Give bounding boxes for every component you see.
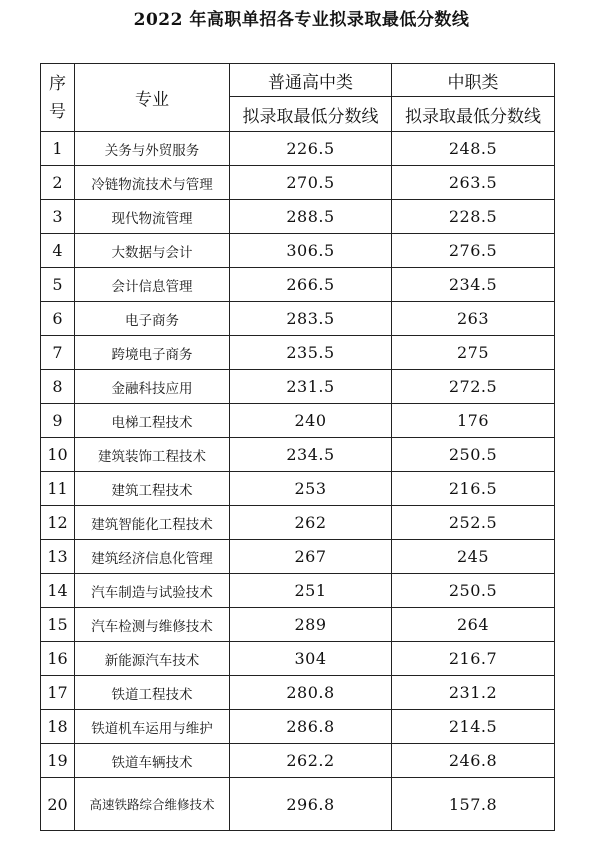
- row-number: 16: [41, 642, 75, 676]
- major-name: 会计信息管理: [75, 268, 230, 302]
- table-row: [41, 506, 555, 540]
- general-min-score: 289: [230, 608, 392, 642]
- table-row: [41, 778, 555, 831]
- row-number: 10: [41, 438, 75, 472]
- vocational-min-score: 157.8: [392, 778, 555, 831]
- table-row: [41, 302, 555, 336]
- general-min-score: 304: [230, 642, 392, 676]
- vocational-min-score: 252.5: [392, 506, 555, 540]
- table-row: [41, 404, 555, 438]
- general-min-score: 262: [230, 506, 392, 540]
- row-number: 11: [41, 472, 75, 506]
- row-number: 18: [41, 710, 75, 744]
- general-min-score: 253: [230, 472, 392, 506]
- major-name: 现代物流管理: [75, 200, 230, 234]
- table-row: [41, 676, 555, 710]
- general-min-score: 231.5: [230, 370, 392, 404]
- major-name: 电子商务: [75, 302, 230, 336]
- major-name: 建筑经济信息化管理: [75, 540, 230, 574]
- general-min-score: 270.5: [230, 166, 392, 200]
- vocational-min-score: 264: [392, 608, 555, 642]
- vocational-min-score: 263: [392, 302, 555, 336]
- general-min-score: 262.2: [230, 744, 392, 778]
- table-row: [41, 540, 555, 574]
- vocational-min-score: 234.5: [392, 268, 555, 302]
- table-row: [41, 642, 555, 676]
- major-name: 冷链物流技术与管理: [75, 166, 230, 200]
- vocational-min-score: 176: [392, 404, 555, 438]
- table-row: [41, 744, 555, 778]
- seq-header-char-2: 号: [49, 101, 66, 122]
- table-row: [41, 132, 555, 166]
- row-number: 15: [41, 608, 75, 642]
- row-number: 8: [41, 370, 75, 404]
- major-name: 跨境电子商务: [75, 336, 230, 370]
- general-min-score: 280.8: [230, 676, 392, 710]
- row-number: 6: [41, 302, 75, 336]
- general-min-score: 283.5: [230, 302, 392, 336]
- table-row: [41, 574, 555, 608]
- vocational-group-header: 中职类: [392, 64, 555, 97]
- major-name: 金融科技应用: [75, 370, 230, 404]
- vocational-min-score: 263.5: [392, 166, 555, 200]
- table-row: [41, 472, 555, 506]
- row-number: 5: [41, 268, 75, 302]
- vocational-min-score: 214.5: [392, 710, 555, 744]
- row-number: 9: [41, 404, 75, 438]
- row-number: 14: [41, 574, 75, 608]
- major-name: 新能源汽车技术: [75, 642, 230, 676]
- row-number: 1: [41, 132, 75, 166]
- general-min-score: 267: [230, 540, 392, 574]
- row-number: 13: [41, 540, 75, 574]
- vocational-min-score: 216.7: [392, 642, 555, 676]
- table-row: [41, 336, 555, 370]
- major-name: 铁道机车运用与维护: [75, 710, 230, 744]
- seq-header-char-1: 序: [49, 73, 66, 94]
- vocational-min-score: 246.8: [392, 744, 555, 778]
- general-min-score: 266.5: [230, 268, 392, 302]
- vocational-min-score: 231.2: [392, 676, 555, 710]
- general-min-score: 240: [230, 404, 392, 438]
- table-row: [41, 710, 555, 744]
- vocational-min-score-header: 拟录取最低分数线: [392, 97, 555, 132]
- major-name: 关务与外贸服务: [75, 132, 230, 166]
- table-row: [41, 234, 555, 268]
- general-min-score: 226.5: [230, 132, 392, 166]
- row-number: 2: [41, 166, 75, 200]
- table-row: [41, 166, 555, 200]
- row-number: 19: [41, 744, 75, 778]
- row-number: 4: [41, 234, 75, 268]
- major-name: 铁道车辆技术: [75, 744, 230, 778]
- major-name: 大数据与会计: [75, 234, 230, 268]
- general-min-score: 251: [230, 574, 392, 608]
- table-row: [41, 370, 555, 404]
- vocational-min-score: 245: [392, 540, 555, 574]
- vocational-min-score: 276.5: [392, 234, 555, 268]
- row-number: 3: [41, 200, 75, 234]
- vocational-min-score: 216.5: [392, 472, 555, 506]
- vocational-min-score: 272.5: [392, 370, 555, 404]
- general-min-score-header: 拟录取最低分数线: [230, 97, 392, 132]
- seq-header: [41, 64, 75, 132]
- vocational-min-score: 250.5: [392, 438, 555, 472]
- major-name: 汽车制造与试验技术: [75, 574, 230, 608]
- vocational-min-score: 248.5: [392, 132, 555, 166]
- table-row: [41, 200, 555, 234]
- table-header-row: [41, 64, 555, 97]
- major-header: 专业: [75, 64, 230, 132]
- general-min-score: 306.5: [230, 234, 392, 268]
- major-name: 电梯工程技术: [75, 404, 230, 438]
- major-name: 建筑工程技术: [75, 472, 230, 506]
- table-row: [41, 268, 555, 302]
- row-number: 7: [41, 336, 75, 370]
- general-min-score: 234.5: [230, 438, 392, 472]
- major-name: 高速铁路综合维修技术: [75, 778, 230, 831]
- table-row: [41, 608, 555, 642]
- general-min-score: 286.8: [230, 710, 392, 744]
- row-number: 12: [41, 506, 75, 540]
- vocational-min-score: 275: [392, 336, 555, 370]
- major-name: 铁道工程技术: [75, 676, 230, 710]
- major-name: 汽车检测与维修技术: [75, 608, 230, 642]
- table-row: [41, 438, 555, 472]
- general-min-score: 235.5: [230, 336, 392, 370]
- vocational-min-score: 250.5: [392, 574, 555, 608]
- row-number: 20: [41, 778, 75, 831]
- general-group-header: 普通高中类: [230, 64, 392, 97]
- major-name: 建筑装饰工程技术: [75, 438, 230, 472]
- vocational-min-score: 228.5: [392, 200, 555, 234]
- score-table: [40, 63, 555, 831]
- general-min-score: 296.8: [230, 778, 392, 831]
- general-min-score: 288.5: [230, 200, 392, 234]
- major-name: 建筑智能化工程技术: [75, 506, 230, 540]
- row-number: 17: [41, 676, 75, 710]
- page-title: 2022 年高职单招各专业拟录取最低分数线: [133, 10, 470, 30]
